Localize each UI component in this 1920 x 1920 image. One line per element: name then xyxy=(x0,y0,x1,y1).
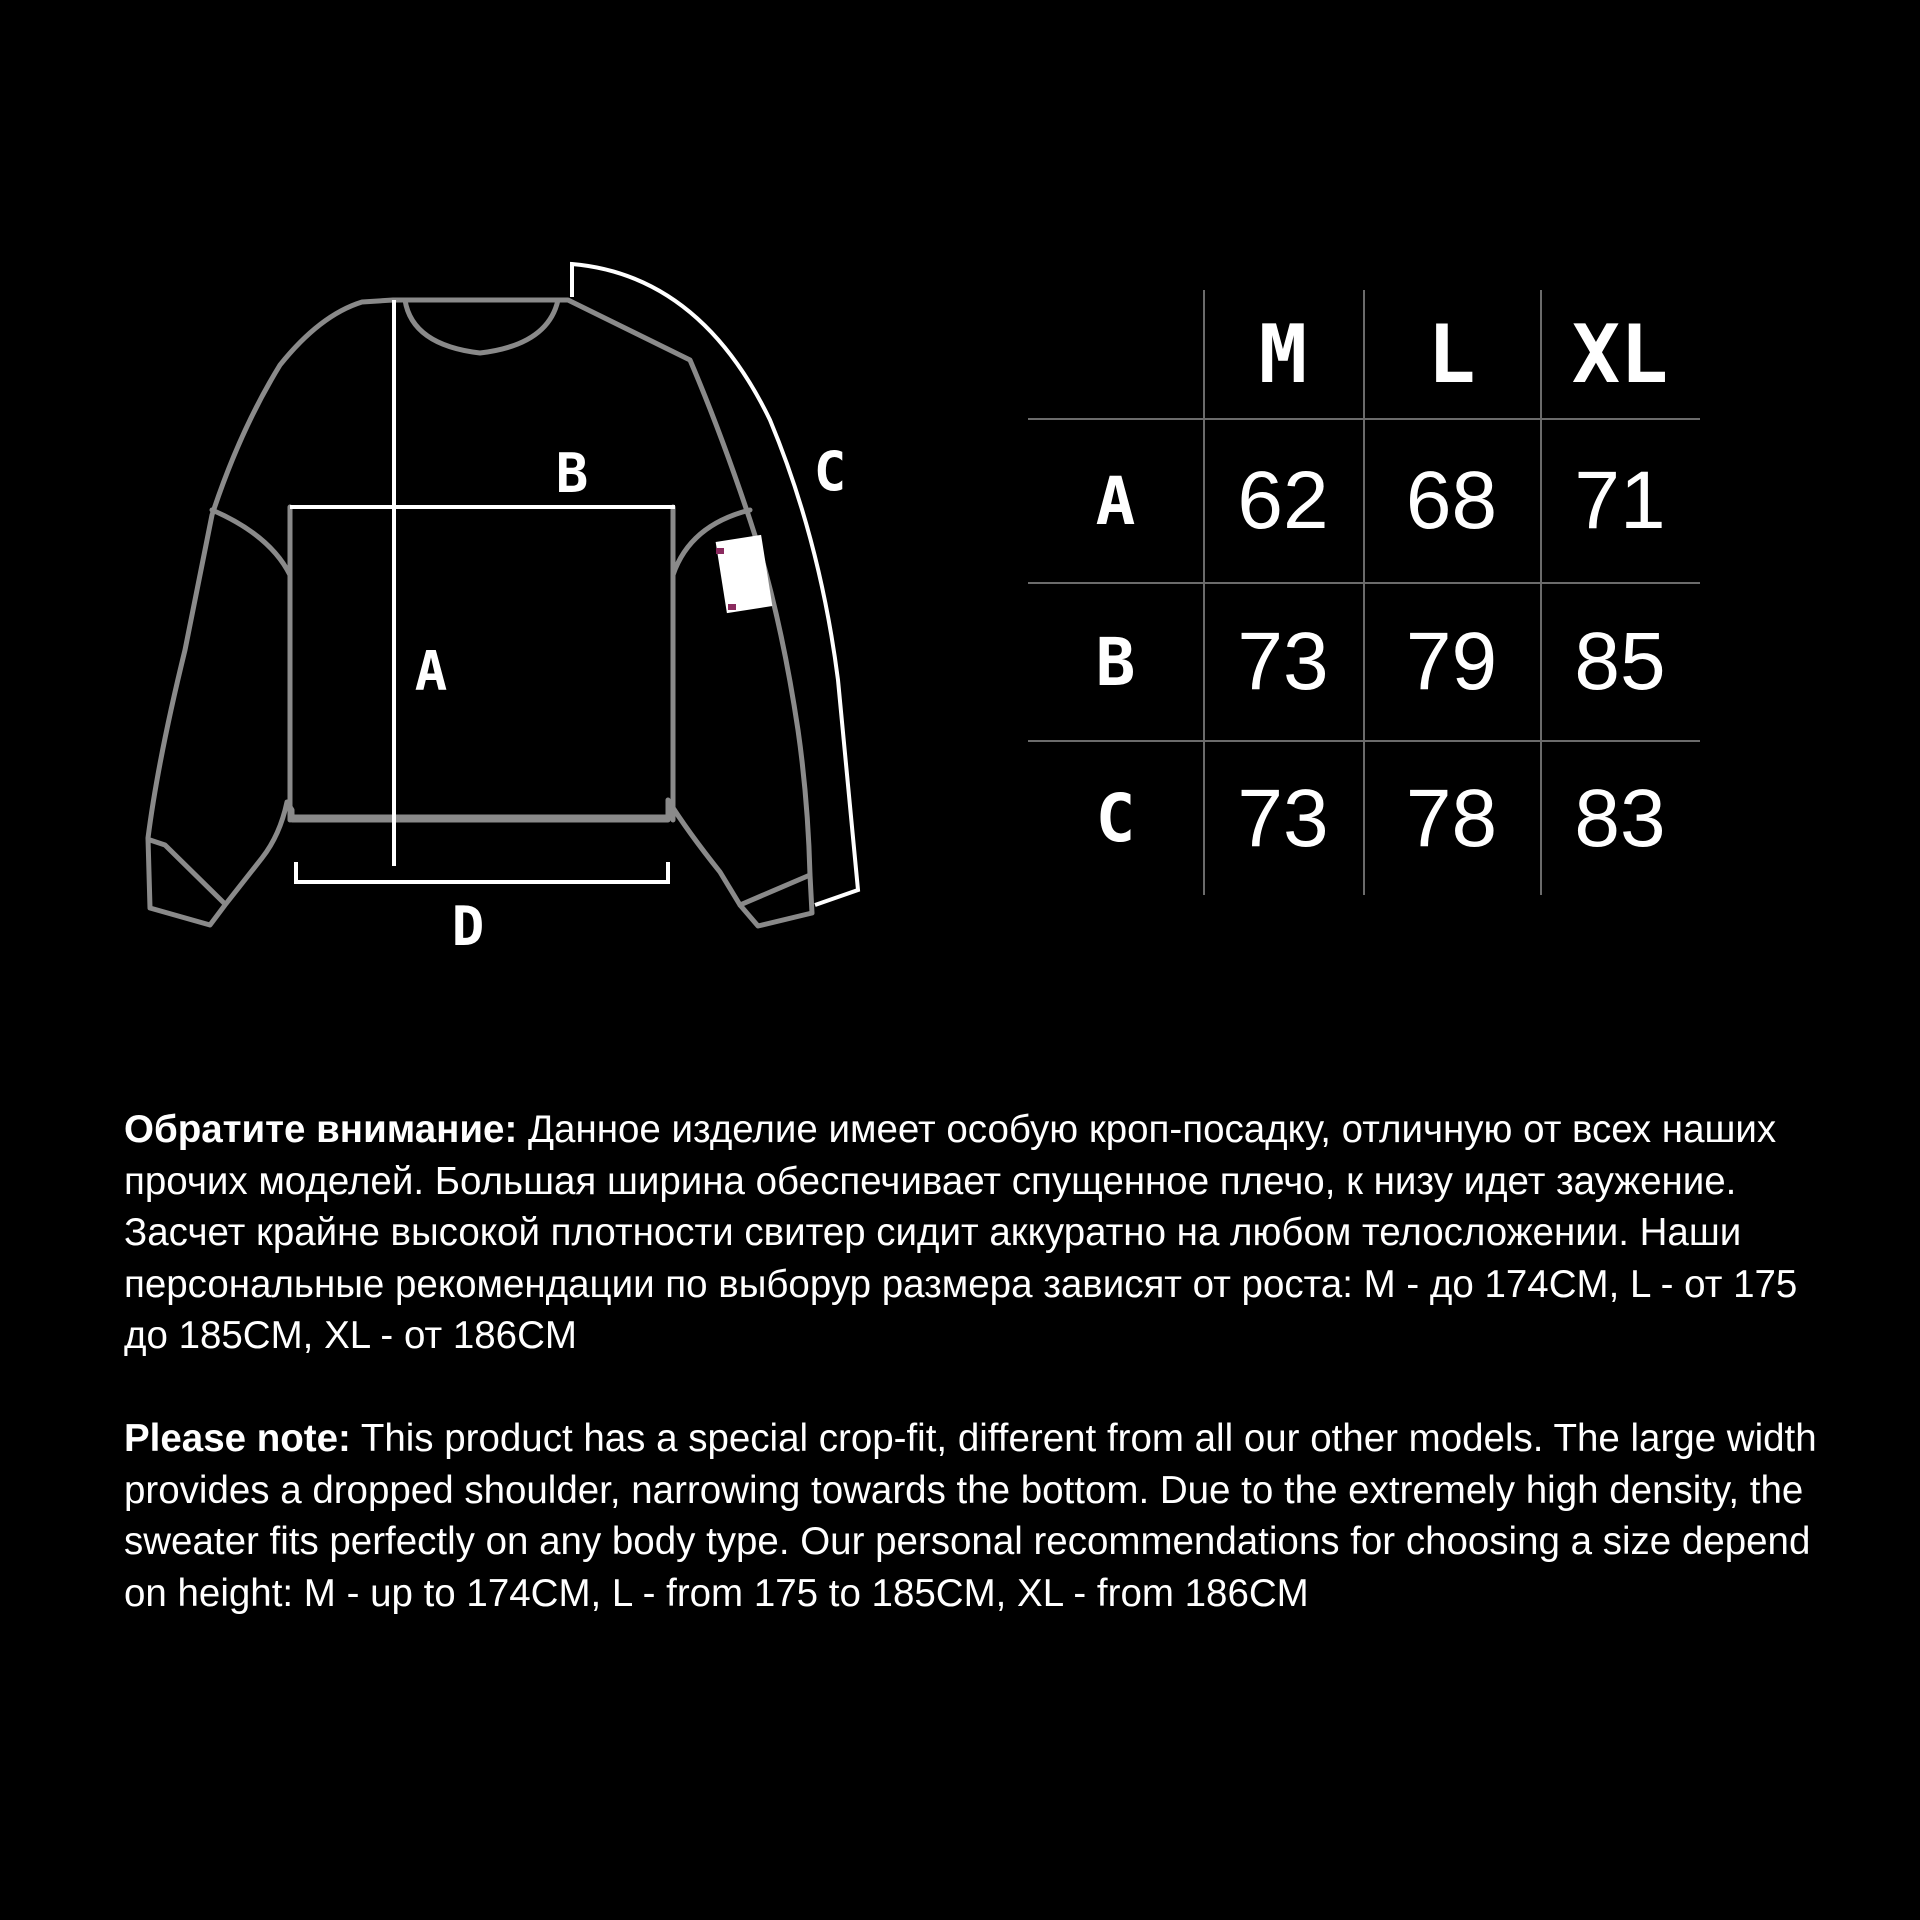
neck-rib xyxy=(405,300,558,353)
label-d: D xyxy=(451,895,485,958)
measurement-lines xyxy=(290,264,858,905)
value-a-xl: 71 xyxy=(1574,455,1666,546)
row-label-c: C xyxy=(1095,780,1136,857)
left-cuff xyxy=(150,840,225,904)
body-panel xyxy=(290,507,673,820)
label-b: B xyxy=(555,442,589,505)
value-b-l: 79 xyxy=(1405,616,1498,707)
measure-d-line xyxy=(296,862,668,882)
note-english xyxy=(124,1413,1844,1619)
size-header-m: M xyxy=(1258,307,1308,401)
sweater-silhouette xyxy=(148,300,812,926)
size-header-xl: XL xyxy=(1571,307,1669,401)
value-c-m: 73 xyxy=(1237,772,1329,864)
label-a: A xyxy=(414,640,448,703)
value-a-m: 62 xyxy=(1237,455,1329,546)
note-russian-title: Обратите внимание: xyxy=(124,1108,518,1151)
value-c-xl: 83 xyxy=(1574,772,1666,864)
left-armhole xyxy=(212,510,290,575)
sleeve-tag xyxy=(716,535,773,613)
note-russian xyxy=(124,1104,1844,1362)
note-english-body: This product has a special crop-fit, different from all our other models. The large width provides a dropped shoulder, narrowing towards the bottom. Due to the extremely high density, the sweater fits perfectly on any body type. Our personal recommendations for choosing a size depend on height: M - up to 174CM, L - from 175 to 185CM, XL - from 186CM xyxy=(124,1417,1817,1615)
row-label-a: A xyxy=(1095,462,1136,540)
note-english-title: Please note: xyxy=(124,1417,351,1460)
label-c: C xyxy=(813,440,847,503)
size-header-l: L xyxy=(1427,307,1476,401)
row-label-b: B xyxy=(1095,623,1136,701)
value-b-xl: 85 xyxy=(1574,616,1666,707)
right-cuff xyxy=(740,875,810,905)
sweater-outline xyxy=(148,300,812,926)
value-b-m: 73 xyxy=(1237,616,1329,707)
measure-c-line xyxy=(572,264,858,905)
value-c-l: 78 xyxy=(1405,772,1498,864)
value-a-l: 68 xyxy=(1405,455,1498,546)
size-table xyxy=(1028,290,1700,895)
note-russian-body: Данное изделие имеет особую кроп-посадку, отличную от всех наших прочих моделей. Большая ширина обеспечивает спущенное плечо, к низу идет заужение. Засчет крайне высокой плотности свитер сидит аккуратно на любом телосложении. Наши персональные рекомендации по выборур размера зависят от роста: M - до 174CM, L - от 175 до 185CM, XL - от 186CM xyxy=(124,1108,1798,1357)
